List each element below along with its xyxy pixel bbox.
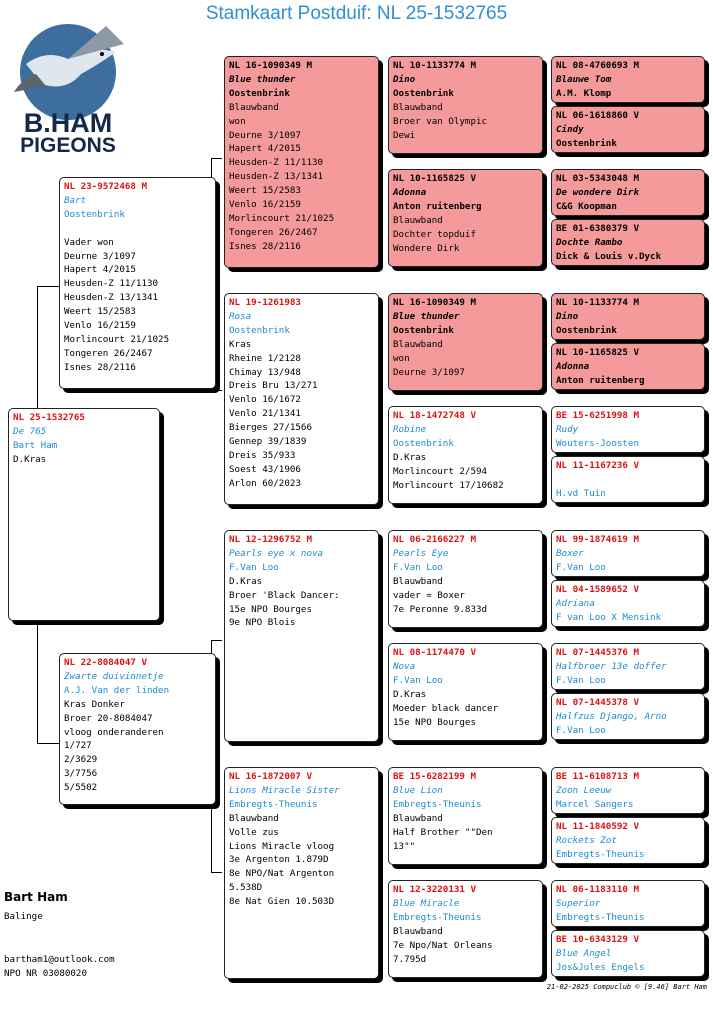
pedigree-gen3-5: [388, 530, 543, 628]
page-title: Stamkaart Postduif: NL 25-1532765: [205, 3, 508, 24]
info-line: [64, 222, 211, 236]
breeder: F.Van Loo: [393, 561, 443, 573]
breeder: Embregts-Theunis: [229, 798, 318, 810]
info-line: 8e NPO/Nat Argenton: [229, 868, 335, 880]
bird-name: Zwarte duivinnetje: [64, 670, 164, 682]
pedigree-gen4-7: [551, 406, 705, 453]
breeder: Embregts-Theunis: [393, 911, 482, 923]
ring-number: NL 07-1445376 M: [556, 647, 639, 658]
pedigree-gen2-2: [224, 293, 379, 505]
ring-number: NL 99-1874619 M: [556, 534, 639, 545]
owner-email: bartham1@outlook.com: [4, 954, 115, 965]
breeder: Oostenbrink: [229, 324, 290, 336]
info-line: Hapert 4/2015: [229, 143, 301, 155]
ring-number: NL 23-9572468 M: [64, 181, 147, 192]
info-line: Blauwband: [229, 101, 279, 113]
info-line: Heusden-Z 13/1341: [229, 171, 324, 183]
breeder: Embregts-Theunis: [393, 798, 482, 810]
bird-name: Adonna: [556, 360, 590, 372]
breeder: Marcel Sangers: [556, 798, 634, 810]
breeder: Oostenbrink: [556, 137, 617, 149]
ring-number: NL 10-1133774 M: [556, 297, 639, 308]
info-line: 3e Argenton 1.879D: [229, 854, 329, 866]
pedigree-gen2-1: [224, 56, 379, 268]
info-line: Deurne 3/1097: [229, 129, 301, 141]
info-line: Heusden-Z 11/1130: [64, 278, 159, 290]
ring-number: NL 18-1472748 V: [393, 410, 476, 421]
breeder: F.Van Loo: [556, 561, 606, 573]
pedigree-gen4-3: [551, 169, 705, 216]
pedigree-subject: [8, 408, 160, 621]
info-line: 8e Nat Gien 10.503D: [229, 896, 335, 908]
info-line: D.Kras: [229, 575, 263, 587]
ring-number: NL 06-1618860 V: [556, 110, 639, 121]
ring-number: NL 10-1165825 V: [393, 173, 476, 184]
info-line: Gennep 39/1839: [229, 436, 307, 448]
bird-name: Blauwe Tom: [556, 73, 612, 85]
ring-number: BE 15-6282199 M: [393, 771, 476, 782]
ring-number: NL 19-1261983: [229, 297, 301, 308]
bird-name: Robine: [393, 423, 427, 435]
bird-name: Blue Angel: [556, 947, 612, 959]
info-line: Weert 15/2583: [229, 185, 301, 197]
breeder: Oostenbrink: [229, 87, 290, 99]
pedigree-gen4-9: [551, 530, 705, 577]
info-line: vloog onderanderen: [64, 726, 164, 738]
info-line: Broer 'Black Dancer:: [229, 589, 340, 601]
info-line: Rheine 1/2128: [229, 352, 301, 364]
info-line: Deurne 3/1097: [393, 366, 465, 378]
info-line: Weert 15/2583: [64, 306, 136, 318]
bird-name: Rudy: [556, 423, 579, 435]
info-line: Blauwband: [393, 575, 443, 587]
info-line: Morlincourt 21/1025: [64, 333, 170, 345]
info-line: vader = Boxer: [393, 589, 465, 601]
svg-text:PIGEONS: PIGEONS: [20, 134, 116, 154]
bird-name: Zoon Leeuw: [556, 784, 612, 796]
info-line: Venlo 16/2159: [64, 320, 136, 332]
ring-number: NL 03-5343048 M: [556, 173, 639, 184]
pedigree-gen4-14: [551, 817, 705, 864]
breeder: Embregts-Theunis: [556, 848, 645, 860]
info-line: 5/5502: [64, 782, 98, 794]
breeder: Oostenbrink: [64, 208, 125, 220]
bird-name: Blue Miracle: [393, 897, 460, 909]
breeder: Oostenbrink: [393, 437, 454, 449]
breeder: F.Van Loo: [556, 724, 606, 736]
bird-name: De wondere Dirk: [556, 186, 639, 198]
ring-number: NL 16-1090349 M: [229, 60, 312, 71]
info-line: 15e NPO Bourges: [229, 603, 312, 615]
bird-name: Rockets Zot: [556, 834, 617, 846]
bird-name: Pearls Eye: [393, 547, 449, 559]
bird-name: Halfbroer 13e doffer: [556, 660, 667, 672]
pedigree-gen4-2: [551, 106, 705, 153]
breeder: Oostenbrink: [556, 324, 617, 336]
info-line: 13"": [393, 840, 416, 852]
pedigree-gen3-1: [388, 56, 543, 154]
bird-name: Blue thunder: [229, 73, 296, 85]
bird-name: Cindy: [556, 123, 584, 135]
bird-name: Pearls eye x nova: [229, 547, 324, 559]
bird-name: Lions Miracle Sister: [229, 784, 340, 796]
ring-number: NL 06-2166227 M: [393, 534, 476, 545]
ring-number: NL 12-3220131 V: [393, 884, 476, 895]
pedigree-gen3-4: [388, 406, 543, 504]
breeder: Dick & Louis v.Dyck: [556, 250, 662, 262]
owner-place: Balinge: [4, 911, 43, 922]
pedigree-gen4-1: [551, 56, 705, 103]
pedigree-gen4-16: [551, 930, 705, 977]
ring-number: NL 25-1532765: [13, 412, 85, 423]
info-line: Dochter topduif: [393, 228, 476, 240]
info-line: Tongeren 26/2467: [64, 347, 153, 359]
bird-name: Halfzus Django, Arno: [556, 710, 667, 722]
info-line: Isnes 28/2116: [229, 240, 301, 252]
info-line: Kras: [229, 338, 252, 350]
pedigree-gen3-7: [388, 767, 543, 865]
info-line: Lions Miracle vloog: [229, 840, 335, 852]
pedigree-gen4-6: [551, 343, 705, 390]
info-line: Wondere Dirk: [393, 242, 460, 254]
breeder: Oostenbrink: [393, 87, 454, 99]
pedigree-gen3-2: [388, 169, 543, 267]
breeder: F.Van Loo: [229, 561, 279, 573]
breeder: Anton ruitenberg: [393, 200, 482, 212]
bird-name: Nova: [393, 660, 416, 672]
info-line: Blauwband: [229, 812, 279, 824]
info-line: Venlo 16/1672: [229, 394, 301, 406]
breeder: Wouters-Joosten: [556, 437, 639, 449]
pedigree-gen4-12: [551, 693, 705, 740]
ring-number: NL 16-1090349 M: [393, 297, 476, 308]
pedigree-gen3-3: [388, 293, 543, 391]
pedigree-gen4-5: [551, 293, 705, 340]
ring-number: NL 10-1165825 V: [556, 347, 639, 358]
bird-name: Adriana: [556, 597, 595, 609]
bird-name: Boxer: [556, 547, 584, 559]
info-line: 9e NPO Blois: [229, 617, 296, 629]
ring-number: BE 11-6108713 M: [556, 771, 639, 782]
pigeon-logo-icon: [6, 14, 140, 154]
info-line: Blauwband: [393, 101, 443, 113]
ring-number: NL 12-1296752 M: [229, 534, 312, 545]
bird-name: Superior: [556, 897, 601, 909]
info-line: Kras Donker: [64, 698, 125, 710]
breeder: Embregts-Theunis: [556, 911, 645, 923]
pedigree-gen2-3: [224, 530, 379, 742]
breeder: F.Van Loo: [393, 674, 443, 686]
pedigree-gen4-4: [551, 219, 705, 266]
breeder: Anton ruitenberg: [556, 374, 645, 386]
info-line: 3/7756: [64, 768, 98, 780]
info-line: Moeder black dancer: [393, 702, 499, 714]
info-line: Bierges 27/1566: [229, 422, 312, 434]
info-line: 1/727: [64, 740, 92, 752]
ring-number: NL 11-1840592 V: [556, 821, 639, 832]
breeder: F van Loo X Mensink: [556, 611, 662, 623]
bird-name: Dino: [393, 73, 416, 85]
ring-number: NL 07-1445378 V: [556, 697, 639, 708]
info-line: Hapert 4/2015: [64, 264, 136, 276]
footer-credit: 21-02-2025 Compuclub © [9.46] Bart Ham: [546, 983, 707, 991]
pedigree-gen4-8: [551, 456, 705, 503]
breeder: Oostenbrink: [393, 324, 454, 336]
info-line: 7e Npo/Nat Orleans: [393, 939, 493, 951]
info-line: Morlincourt 2/594: [393, 465, 488, 477]
info-line: won: [393, 352, 410, 364]
ring-number: NL 11-1167236 V: [556, 460, 639, 471]
pedigree-gen3-8: [388, 880, 543, 978]
breeder: Jos&Jules Engels: [556, 961, 645, 973]
info-line: Arlon 60/2023: [229, 477, 301, 489]
info-line: Blauwband: [393, 925, 443, 937]
info-line: Venlo 16/2159: [229, 199, 301, 211]
info-line: Morlincourt 21/1025: [229, 212, 335, 224]
info-line: Dreis Bru 13/271: [229, 380, 318, 392]
info-line: 15e NPO Bourges: [393, 716, 476, 728]
bird-name: Dino: [556, 310, 579, 322]
info-line: Heusden-Z 13/1341: [64, 292, 159, 304]
ring-number: NL 08-4760693 M: [556, 60, 639, 71]
ring-number: NL 08-1174470 V: [393, 647, 476, 658]
pedigree-gen2-4: [224, 767, 379, 979]
info-line: Soest 43/1906: [229, 463, 301, 475]
pedigree-gen4-13: [551, 767, 705, 814]
info-line: Blauwband: [393, 214, 443, 226]
ring-number: BE 10-6343129 V: [556, 934, 639, 945]
info-line: D.Kras: [393, 688, 427, 700]
bird-name: Dochte Rambo: [556, 236, 623, 248]
ring-number: NL 04-1589652 V: [556, 584, 639, 595]
info-line: Morlincourt 17/10682: [393, 479, 504, 491]
bird-name: Rosa: [229, 310, 252, 322]
bird-name: Adonna: [393, 186, 427, 198]
info-line: Dewi: [393, 129, 416, 141]
pedigree-sire: [59, 177, 216, 389]
svg-text:B.HAM: B.HAM: [23, 108, 113, 138]
pedigree-gen4-15: [551, 880, 705, 927]
info-line: Broer van Olympic: [393, 115, 488, 127]
bird-name: Blue thunder: [393, 310, 460, 322]
info-line: Venlo 21/1341: [229, 408, 301, 420]
bird-name: [556, 473, 700, 487]
info-line: Blauwband: [393, 812, 443, 824]
pedigree-dam: [59, 653, 216, 805]
ring-number: NL 10-1133774 M: [393, 60, 476, 71]
breeder: A.J. Van der linden: [64, 684, 170, 696]
ring-number: NL 22-8084047 V: [64, 657, 147, 668]
owner-name: Bart Ham: [4, 890, 68, 904]
ring-number: NL 06-1183110 M: [556, 884, 639, 895]
ring-number: BE 01-6380379 V: [556, 223, 639, 234]
info-line: Blauwband: [393, 338, 443, 350]
info-line: Half Brother ""Den: [393, 826, 493, 838]
ring-number: BE 15-6251998 M: [556, 410, 639, 421]
pedigree-gen4-10: [551, 580, 705, 627]
info-line: Dreis 35/933: [229, 449, 296, 461]
breeder: C&G Koopman: [556, 200, 617, 212]
info-line: Chimay 13/948: [229, 366, 301, 378]
info-line: 7.795d: [393, 953, 427, 965]
info-line: 5.538D: [229, 882, 263, 894]
info-line: won: [229, 115, 246, 127]
bird-name: Bart: [64, 194, 87, 206]
info-line: 7e Peronne 9.833d: [393, 603, 488, 615]
info-line: D.Kras: [393, 451, 427, 463]
info-line: Deurne 3/1097: [64, 250, 136, 262]
info-line: Broer 20-8084047: [64, 712, 153, 724]
info-line: 2/3629: [64, 754, 98, 766]
info-line: Volle zus: [229, 826, 279, 838]
info-line: D.Kras: [13, 453, 47, 465]
bird-name: De 765: [13, 425, 47, 437]
breeder: Bart Ham: [13, 439, 58, 451]
pedigree-gen4-11: [551, 643, 705, 690]
info-line: Isnes 28/2116: [64, 361, 136, 373]
info-line: Tongeren 26/2467: [229, 226, 318, 238]
breeder: H.vd Tuin: [556, 487, 606, 499]
ring-number: NL 16-1872007 V: [229, 771, 312, 782]
pedigree-gen3-6: [388, 643, 543, 741]
bird-name: Blue Lion: [393, 784, 443, 796]
info-line: Vader won: [64, 236, 114, 248]
breeder: A.M. Klomp: [556, 87, 612, 99]
info-line: Heusden-Z 11/1130: [229, 157, 324, 169]
breeder: F.Van Loo: [556, 674, 606, 686]
owner-npo-number: NPO NR 03080020: [4, 968, 87, 979]
